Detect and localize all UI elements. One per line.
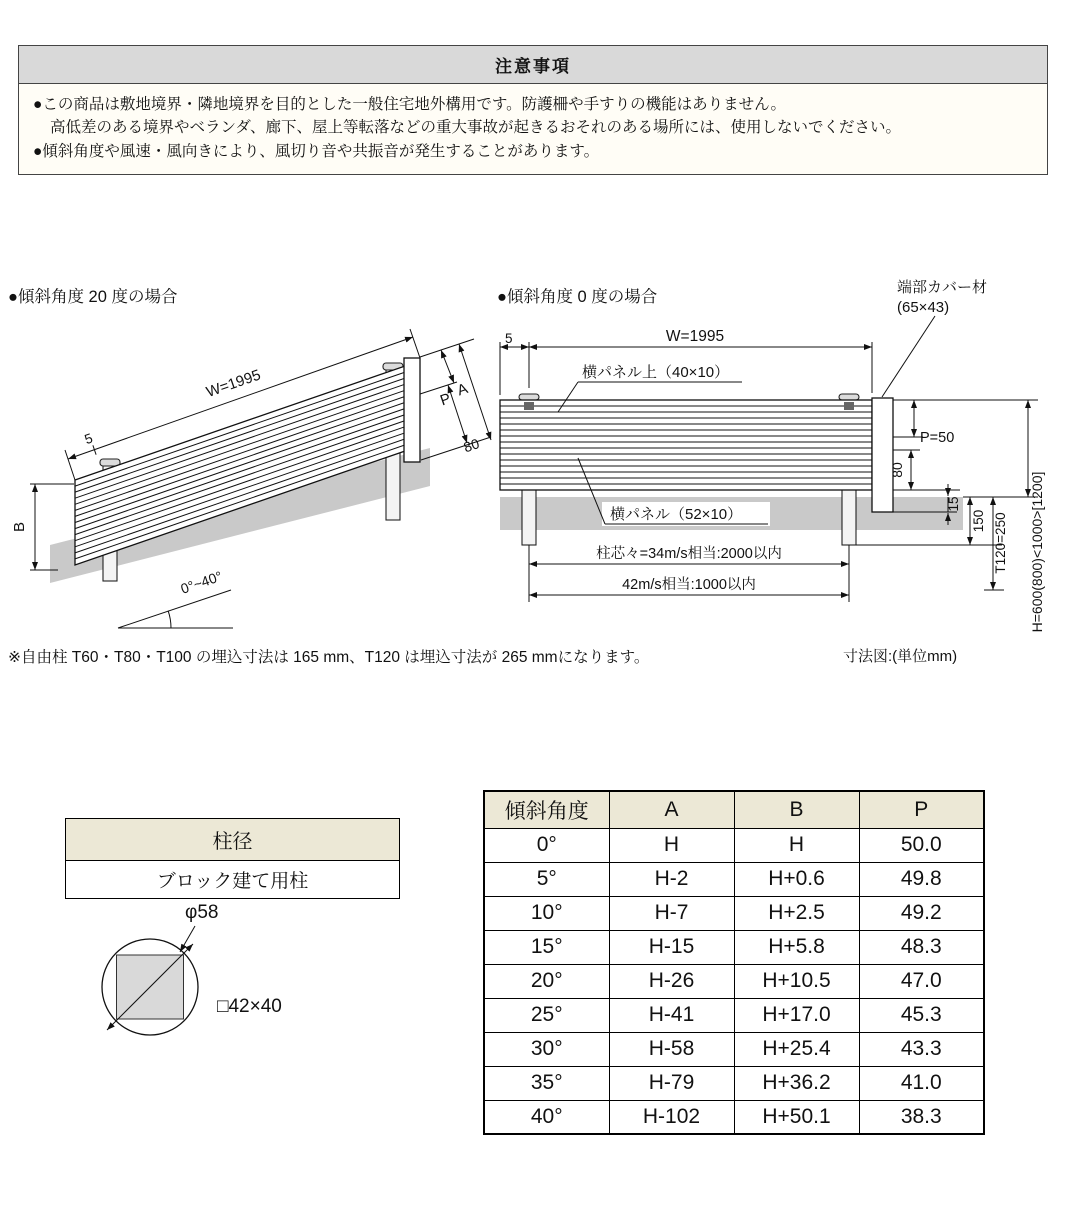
table-row	[484, 1066, 984, 1100]
w-dimension-label: W=1995	[665, 328, 725, 345]
dim-15-label: 15	[946, 496, 961, 512]
cell-a: H-2	[609, 862, 734, 896]
post-diameter-diagram	[65, 892, 400, 1062]
post-box-subtitle: ブロック建て用柱	[66, 861, 399, 898]
end-cover	[872, 398, 893, 512]
notice-body	[19, 84, 1047, 174]
cell-angle: 35°	[484, 1066, 609, 1100]
cell-b: H+2.5	[734, 896, 859, 930]
post-spec-box	[65, 818, 400, 899]
b-dimension-label: B	[11, 521, 28, 533]
gap-80-label: 80	[461, 435, 482, 456]
p-dimension-label: P	[438, 390, 454, 410]
end-cover-name: 端部カバー材	[897, 279, 988, 296]
post-span-label-1: 柱芯々=34m/s相当:2000以内	[596, 546, 782, 562]
cell-b: H+25.4	[734, 1032, 859, 1066]
cell-p: 47.0	[859, 964, 984, 998]
sloped-diagram-title: ●傾斜角度 20 度の場合	[8, 288, 178, 306]
notice-line-2: 高低差のある境界やベランダ、廊下、屋上等転落などの重大事故が起きるおそれのある場所には、使用しないでください。	[50, 119, 901, 137]
cell-p: 49.8	[859, 862, 984, 896]
notice-line-1: ●この商品は敷地境界・隣地境界を目的とした一般住宅地外構用です。防護柵や手すりの機能はありません。	[33, 96, 787, 113]
col-header-p: P	[859, 791, 984, 828]
table-row	[484, 828, 984, 862]
table-row	[484, 862, 984, 896]
cell-a: H	[609, 828, 734, 862]
p50-dimension-label: P=50	[920, 430, 955, 446]
unit-note: 寸法図:(単位mm)	[843, 648, 958, 665]
diameter-leader	[180, 926, 195, 952]
table-row	[484, 930, 984, 964]
offset-dimension-label: 5	[505, 331, 513, 346]
cell-p: 50.0	[859, 828, 984, 862]
cell-b: H+17.0	[734, 998, 859, 1032]
cell-a: H-26	[609, 964, 734, 998]
cell-p: 45.3	[859, 998, 984, 1032]
top-panel-label: 横パネル上（40×10）	[582, 364, 730, 381]
col-header-a: A	[609, 791, 734, 828]
cell-p: 48.3	[859, 930, 984, 964]
cell-b: H+50.1	[734, 1100, 859, 1134]
cell-p: 41.0	[859, 1066, 984, 1100]
table-header-row	[484, 791, 984, 828]
cell-a: H-7	[609, 896, 734, 930]
table-row	[484, 1032, 984, 1066]
cell-b: H+0.6	[734, 862, 859, 896]
sloped-fence-diagram	[0, 300, 500, 700]
burial-note: ※自由柱 T60・T80・T100 の埋込寸法は 165 mm、T120 は埋込寸法が 265 mmになります。	[8, 649, 650, 666]
cell-b: H+10.5	[734, 964, 859, 998]
square-size-label: □42×40	[217, 996, 282, 1017]
post-span-label-2: 42m/s相当:1000以内	[622, 577, 756, 593]
table-row	[484, 998, 984, 1032]
cell-angle: 10°	[484, 896, 609, 930]
flat-diagram-title: ●傾斜角度 0 度の場合	[497, 288, 658, 306]
fence-panel	[500, 400, 872, 490]
cell-b: H	[734, 828, 859, 862]
cell-p: 38.3	[859, 1100, 984, 1134]
table-row	[484, 964, 984, 998]
cell-angle: 0°	[484, 828, 609, 862]
w-dimension-label: W=1995	[204, 366, 263, 401]
cell-p: 49.2	[859, 896, 984, 930]
cell-a: H-41	[609, 998, 734, 1032]
col-header-angle: 傾斜角度	[484, 791, 609, 828]
cell-b: H+36.2	[734, 1066, 859, 1100]
cell-a: H-79	[609, 1066, 734, 1100]
cell-angle: 30°	[484, 1032, 609, 1066]
dim-t120-label: T120=250	[993, 512, 1008, 574]
cell-a: H-15	[609, 930, 734, 964]
col-header-b: B	[734, 791, 859, 828]
flat-fence-diagram	[490, 300, 1065, 700]
table-row	[484, 1100, 984, 1134]
angle-spec-table	[483, 790, 985, 1135]
end-cover-size: (65×43)	[897, 299, 950, 317]
cell-angle: 40°	[484, 1100, 609, 1134]
fence-panel	[75, 365, 408, 565]
cell-a: H-102	[609, 1100, 734, 1134]
dim-150-label: 150	[971, 509, 986, 533]
angle-range-label: 0°~40°	[178, 567, 225, 597]
notice-box	[18, 45, 1048, 175]
cell-p: 43.3	[859, 1032, 984, 1066]
cell-a: H-58	[609, 1032, 734, 1066]
gap-80-label: 80	[889, 462, 905, 478]
cell-b: H+5.8	[734, 930, 859, 964]
notice-line-3: ●傾斜角度や風速・風向きにより、風切り音や共振音が発生することがあります。	[33, 142, 600, 160]
diameter-label: φ58	[185, 902, 219, 923]
cell-angle: 5°	[484, 862, 609, 896]
table-row	[484, 896, 984, 930]
panel-label: 横パネル（52×10）	[610, 506, 743, 523]
cell-angle: 20°	[484, 964, 609, 998]
dim-height-label: H=600(800)<1000>[1200]	[1029, 471, 1045, 633]
a-dimension-label: A	[455, 380, 471, 400]
offset-dimension-label: 5	[82, 430, 95, 448]
post-box-title: 柱径	[66, 819, 399, 861]
cell-angle: 25°	[484, 998, 609, 1032]
end-cover	[404, 358, 420, 462]
cell-angle: 15°	[484, 930, 609, 964]
notice-title: 注意事項	[19, 46, 1047, 84]
